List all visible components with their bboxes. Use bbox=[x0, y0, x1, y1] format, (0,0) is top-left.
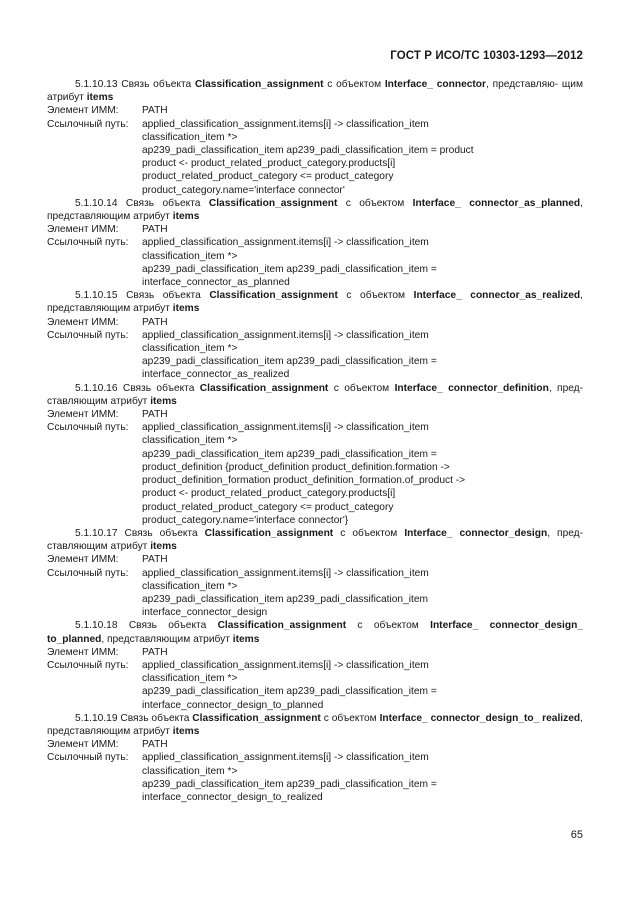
reference-path-label: Ссылочный путь: bbox=[47, 752, 129, 764]
path-row bbox=[47, 118, 583, 131]
element-value: PATH bbox=[142, 409, 168, 421]
element-row bbox=[47, 646, 583, 659]
path-line: product <- product_related_product_category.products[i] bbox=[142, 488, 396, 500]
path-line: ap239_padi_classification_item ap239_padi_classification_item = bbox=[142, 356, 437, 368]
path-row bbox=[47, 659, 583, 672]
heading-text: , представляющим атрибут bbox=[101, 633, 230, 645]
element-value: PATH bbox=[142, 105, 168, 117]
path-line: interface_connector_design_to_realized bbox=[142, 791, 323, 803]
heading-text: ставляющим атрибут bbox=[47, 541, 148, 553]
path-row bbox=[47, 567, 583, 580]
path-line: classification_item *> bbox=[142, 343, 238, 355]
target-entity-continuation: realized bbox=[542, 712, 581, 724]
target-entity-continuation: to_planned bbox=[47, 633, 102, 645]
reference-path-label: Ссылочный путь: bbox=[47, 422, 129, 434]
attribute-name: items bbox=[172, 211, 200, 223]
attribute-name: items bbox=[150, 395, 177, 407]
heading-suffix: , пред- bbox=[548, 382, 584, 394]
entity-name: Classification_assignment bbox=[208, 197, 338, 209]
entity-name: Classification_assignment bbox=[204, 527, 334, 539]
heading-text: Связь объекта bbox=[126, 290, 201, 302]
heading-suffix: , bbox=[580, 197, 584, 209]
path-line: ap239_padi_classification_item ap239_padi_classification_item = product bbox=[142, 145, 474, 157]
section-number: 5.1.10.15 bbox=[75, 290, 118, 302]
page-number: 65 bbox=[570, 829, 583, 841]
target-entity-name: Interface_ connector_design_ bbox=[430, 620, 583, 632]
document-header: ГОСТ Р ИСО/ТС 10303-1293—2012 bbox=[390, 50, 583, 62]
heading-text: Связь объекта bbox=[124, 527, 198, 539]
heading-suffix: , пред- bbox=[547, 527, 584, 539]
heading-text: представляющим атрибут bbox=[47, 303, 170, 315]
path-line: ap239_padi_classification_item ap239_padi_classification_item = bbox=[142, 686, 437, 698]
section-number: 5.1.10.14 bbox=[75, 197, 118, 209]
path-line: applied_classification_assignment.items[i] -> classification_item bbox=[142, 329, 429, 341]
path-line: classification_item *> bbox=[142, 435, 238, 447]
reference-path-label: Ссылочный путь: bbox=[47, 118, 129, 130]
heading-text: Связь объекта bbox=[120, 712, 190, 724]
reference-path-label: Ссылочный путь: bbox=[47, 329, 129, 341]
heading-text: с объектом bbox=[346, 290, 406, 302]
path-line: ap239_padi_classification_item ap239_padi_classification_item = bbox=[142, 448, 437, 460]
element-label: Элемент ИММ: bbox=[47, 739, 119, 751]
attribute-name: items bbox=[172, 725, 200, 737]
path-line: interface_connector_as_realized bbox=[142, 369, 290, 381]
element-row bbox=[47, 223, 583, 236]
heading-text: Связь объекта bbox=[125, 197, 201, 209]
section-block bbox=[47, 382, 583, 527]
heading-text: с объектом bbox=[345, 197, 405, 209]
path-line: product_related_product_category <= product_category bbox=[142, 501, 394, 513]
section-block bbox=[47, 712, 583, 804]
heading-text: с объектом bbox=[327, 79, 382, 90]
heading-text: ставляющим атрибут bbox=[47, 395, 148, 407]
section-number: 5.1.10.16 bbox=[75, 382, 118, 394]
path-line: product <- product_related_product_category.products[i] bbox=[142, 158, 396, 170]
attribute-name: items bbox=[232, 633, 260, 645]
path-line: classification_item *> bbox=[142, 673, 238, 685]
element-label: Элемент ИММ: bbox=[47, 316, 119, 328]
path-line: applied_classification_assignment.items[i] -> classification_item bbox=[142, 567, 429, 579]
element-value: PATH bbox=[142, 554, 168, 566]
entity-name: Classification_assignment bbox=[192, 712, 321, 724]
heading-suffix: , bbox=[580, 290, 583, 302]
path-line: interface_connector_design bbox=[142, 607, 268, 619]
section-heading bbox=[47, 712, 583, 738]
path-line: interface_connector_design_to_planned bbox=[142, 699, 324, 711]
element-value: PATH bbox=[142, 224, 168, 236]
section-number: 5.1.10.13 bbox=[75, 79, 118, 90]
element-value: PATH bbox=[142, 739, 168, 751]
path-line: ap239_padi_classification_item ap239_padi_classification_item = bbox=[142, 778, 437, 790]
entity-name: Classification_assignment bbox=[199, 382, 329, 394]
section-number: 5.1.10.19 bbox=[75, 712, 118, 724]
element-row bbox=[47, 316, 583, 329]
heading-text: с объектом bbox=[340, 527, 398, 539]
element-label: Элемент ИММ: bbox=[47, 105, 119, 117]
path-line: applied_classification_assignment.items[i] -> classification_item bbox=[142, 118, 429, 130]
attribute-name: items bbox=[86, 92, 114, 104]
attribute-name: items bbox=[150, 541, 177, 553]
section-block bbox=[47, 289, 583, 381]
path-line: classification_item *> bbox=[142, 580, 238, 592]
heading-text: щим атрибут bbox=[47, 79, 583, 104]
element-value: PATH bbox=[142, 316, 168, 328]
path-line: product_definition_formation product_definition_formation.of_product -> bbox=[142, 475, 466, 487]
section-heading bbox=[47, 527, 583, 553]
element-label: Элемент ИММ: bbox=[47, 554, 119, 566]
element-label: Элемент ИММ: bbox=[47, 224, 119, 236]
heading-text: Связь объекта bbox=[121, 79, 192, 90]
heading-suffix: , представляю- bbox=[485, 79, 559, 90]
section-heading bbox=[47, 78, 583, 104]
heading-text: , представляющим атрибут bbox=[47, 712, 583, 737]
element-row bbox=[47, 553, 583, 566]
path-line: product_related_product_category <= product_category bbox=[142, 171, 394, 183]
target-entity-name: Interface_ connector_as_planned bbox=[412, 197, 581, 209]
element-label: Элемент ИММ: bbox=[47, 646, 119, 658]
element-label: Элемент ИММ: bbox=[47, 409, 119, 421]
reference-path-label: Ссылочный путь: bbox=[47, 659, 129, 671]
reference-path-label: Ссылочный путь: bbox=[47, 567, 129, 579]
element-row bbox=[47, 408, 583, 421]
path-line: applied_classification_assignment.items[i] -> classification_item bbox=[142, 752, 429, 764]
entity-name: Classification_assignment bbox=[194, 79, 324, 90]
section-number: 5.1.10.17 bbox=[75, 527, 118, 539]
entity-name: Classification_assignment bbox=[209, 290, 338, 302]
section-heading bbox=[47, 619, 583, 645]
section-block bbox=[47, 197, 583, 289]
document-body bbox=[47, 78, 583, 804]
path-line: classification_item *> bbox=[142, 250, 238, 262]
path-row bbox=[47, 751, 583, 764]
heading-text: с объектом bbox=[357, 620, 419, 632]
heading-text: Связь объекта bbox=[128, 620, 207, 632]
section-heading bbox=[47, 197, 583, 223]
entity-name: Classification_assignment bbox=[217, 620, 347, 632]
heading-text: Связь объекта bbox=[122, 382, 195, 394]
path-line: applied_classification_assignment.items[i] -> classification_item bbox=[142, 659, 429, 671]
target-entity-name: Interface_ connector bbox=[384, 79, 486, 90]
element-row bbox=[47, 738, 583, 751]
target-entity-name: Interface_ connector_definition bbox=[394, 382, 549, 394]
path-row bbox=[47, 421, 583, 434]
section-number: 5.1.10.18 bbox=[75, 620, 118, 632]
target-entity-name: Interface_ connector_design bbox=[404, 527, 548, 539]
path-line: product_category.name='interface connector'} bbox=[142, 514, 349, 526]
path-line: classification_item *> bbox=[142, 131, 238, 143]
section-block bbox=[47, 619, 583, 711]
path-line: classification_item *> bbox=[142, 765, 238, 777]
path-line: product_category.name='interface connector' bbox=[142, 184, 345, 196]
path-line: ap239_padi_classification_item ap239_padi_classification_item bbox=[142, 593, 429, 605]
path-line: applied_classification_assignment.items[i] -> classification_item bbox=[142, 422, 429, 434]
reference-path-label: Ссылочный путь: bbox=[47, 237, 129, 249]
path-row bbox=[47, 329, 583, 342]
path-line: product_definition {product_definition product_definition.formation -> bbox=[142, 461, 450, 473]
section-heading bbox=[47, 382, 583, 408]
target-entity-name: Interface_ connector_design_to_ bbox=[379, 712, 540, 724]
heading-text: с объектом bbox=[333, 382, 390, 394]
heading-text: с объектом bbox=[323, 712, 377, 724]
target-entity-name: Interface_ connector_as_realized bbox=[413, 290, 581, 302]
path-line: applied_classification_assignment.items[i] -> classification_item bbox=[142, 237, 429, 249]
path-row bbox=[47, 236, 583, 249]
section-block bbox=[47, 527, 583, 619]
element-value: PATH bbox=[142, 646, 168, 658]
heading-text: представляющим атрибут bbox=[47, 211, 170, 223]
section-heading bbox=[47, 289, 583, 315]
attribute-name: items bbox=[172, 303, 200, 315]
element-row bbox=[47, 104, 583, 117]
path-line: ap239_padi_classification_item ap239_padi_classification_item = bbox=[142, 263, 437, 275]
section-block bbox=[47, 78, 583, 197]
path-line: interface_connector_as_planned bbox=[142, 277, 290, 289]
